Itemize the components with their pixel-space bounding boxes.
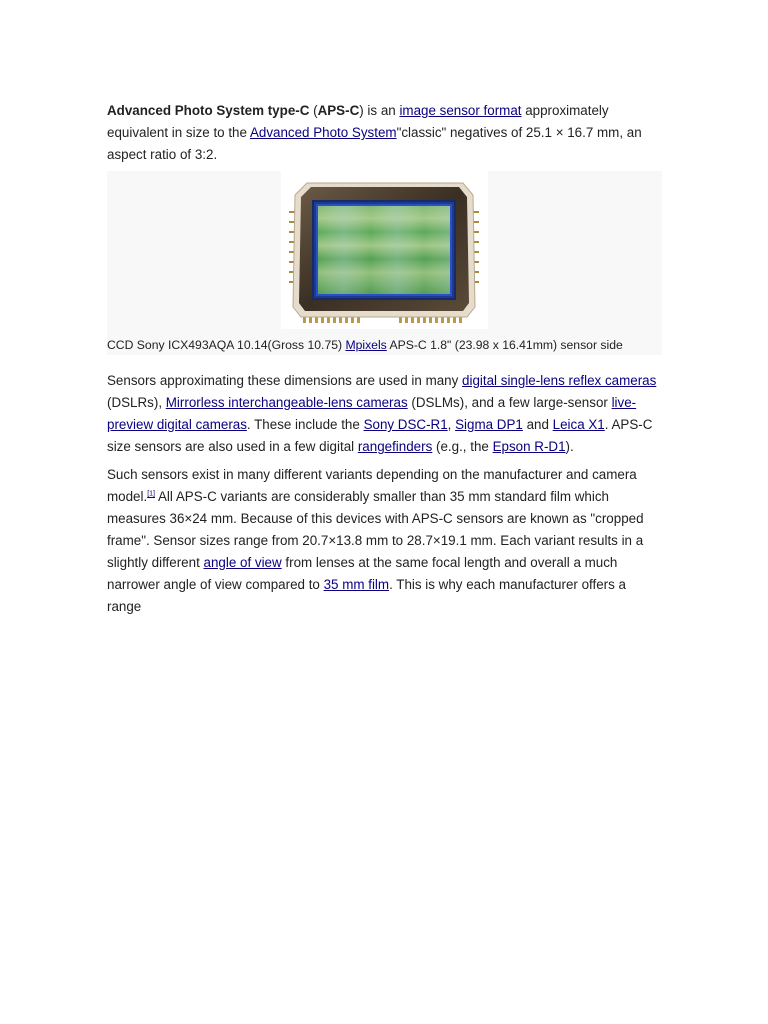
link-35mm-film[interactable]: 35 mm film — [323, 577, 390, 592]
article-content — [107, 100, 662, 618]
link-sigma-dp1[interactable]: Sigma DP1 — [455, 417, 523, 432]
sensor-photo[interactable] — [281, 171, 488, 329]
sensors-paragraph — [107, 370, 662, 458]
intro-text: ( — [309, 103, 318, 118]
term-bold: Advanced Photo System type-C — [107, 103, 310, 118]
intro-paragraph — [107, 100, 662, 166]
paragraph-text: . This is why each manufacturer offers a range — [107, 577, 627, 614]
link-live-preview[interactable]: live-preview digital cameras — [107, 395, 637, 432]
figure-caption — [107, 338, 623, 352]
caption-text: CCD Sony ICX493AQA 10.14(Gross 10.75) — [107, 338, 346, 352]
paragraph-text: (DSLRs), — [107, 395, 166, 410]
intro-text: approximately equivalent in size to the — [107, 103, 609, 140]
footnote-link[interactable]: [1] — [147, 490, 155, 498]
paragraph-text: (DSLMs), and a few large-sensor — [407, 395, 612, 410]
link-mirrorless[interactable]: Mirrorless interchangeable-lens cameras — [165, 395, 408, 410]
sensor-image — [281, 171, 488, 329]
link-image-sensor-format[interactable]: image sensor format — [399, 103, 522, 118]
paragraph-text: Sensors approximating these dimensions are used in many — [107, 373, 463, 388]
link-mpixels[interactable]: Mpixels — [345, 338, 387, 352]
sensor-figure — [107, 171, 662, 355]
intro-text: "classic" negatives of 25.1 × 16.7 mm, an aspect ratio of 3:2. — [107, 125, 642, 162]
footnote-ref — [147, 491, 155, 498]
link-leica-x1[interactable]: Leica X1 — [552, 417, 605, 432]
link-angle-of-view[interactable]: angle of view — [203, 555, 282, 570]
link-advanced-photo-system[interactable]: Advanced Photo System — [249, 125, 397, 140]
caption-text: APS-C 1.8" (23.98 x 16.41mm) sensor side — [386, 338, 623, 352]
link-sony-dsc-r1[interactable]: Sony DSC-R1 — [363, 417, 448, 432]
paragraph-text: All APS-C variants are considerably smaller than 35 mm standard film which measures 36×24 mm. Because of this devices with APS-C sensors are known as "cropped frame". Sensor sizes range from 20.7×13.8 mm to 28.7×19.1 mm. Each variant results in a slightly different — [107, 489, 644, 570]
intro-text: ) is an — [359, 103, 400, 118]
paragraph-text: , — [447, 417, 456, 432]
paragraph-text: (e.g., the — [432, 439, 493, 454]
link-rangefinders[interactable]: rangefinders — [357, 439, 433, 454]
link-epson-r-d1[interactable]: Epson R-D1 — [492, 439, 566, 454]
paragraph-text: . These include the — [246, 417, 364, 432]
paragraph-text: Such sensors exist in many different variants depending on the manufacturer and camera model. — [107, 467, 637, 504]
variants-paragraph — [107, 464, 662, 618]
link-dslr[interactable]: digital single-lens reflex cameras — [462, 373, 657, 388]
paragraph-text: ). — [565, 439, 574, 454]
abbr-bold: APS-C — [317, 103, 360, 118]
paragraph-text: from lenses at the same focal length and overall a much narrower angle of view compared to — [107, 555, 618, 592]
paragraph-text: and — [522, 417, 553, 432]
paragraph-text: . APS-C size sensors are also used in a few digital — [107, 417, 653, 454]
